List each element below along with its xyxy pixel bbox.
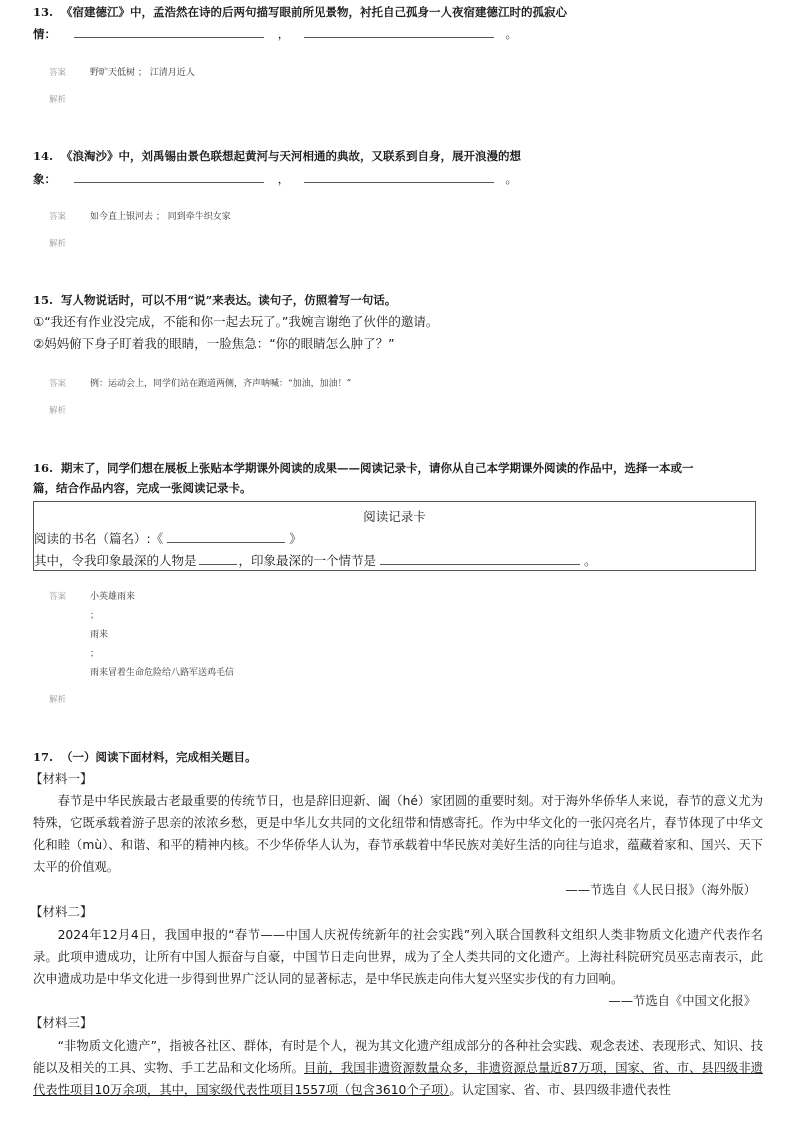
- material-1-title: 【材料一】: [30, 771, 93, 786]
- question-number: 13.: [33, 5, 54, 19]
- question-number: 17.: [33, 750, 54, 764]
- answer-text: 野旷天低树 ； 江清月近人: [90, 68, 195, 78]
- example-sentence-2: ②妈妈俯下身子盯着我的眼睛，一脸焦急：“你的眼睛怎么肿了？”: [33, 336, 395, 351]
- character-blank[interactable]: [199, 554, 237, 565]
- answer-blank-2[interactable]: [304, 172, 494, 183]
- question-number: 16.: [33, 461, 54, 475]
- question-text-continued: 象：: [33, 172, 56, 186]
- material-2-title: 【材料二】: [30, 904, 93, 919]
- analysis-label: 解析: [49, 95, 67, 105]
- plot-blank[interactable]: [380, 554, 580, 565]
- reading-record-card: [33, 501, 756, 571]
- answer-label: 答案: [49, 379, 67, 389]
- question-16: [33, 460, 763, 476]
- answer-blank-1[interactable]: [74, 172, 264, 183]
- analysis-label: 解析: [49, 239, 67, 249]
- book-title-blank[interactable]: [167, 532, 285, 543]
- answer-line-2: ；: [90, 611, 100, 621]
- answer-line-3: 雨来: [90, 630, 109, 640]
- answer-blank-1[interactable]: [74, 27, 264, 38]
- book-title-label: 阅读的书名（篇名）:《: [34, 531, 164, 546]
- material-3-title: 【材料三】: [30, 1015, 93, 1030]
- answer-line-4: ；: [90, 649, 100, 659]
- book-title-close: 》: [289, 531, 302, 546]
- card-row-character: [34, 551, 597, 569]
- comma: ，: [277, 27, 290, 41]
- question-14: [33, 148, 763, 164]
- question-13-blanks: [33, 26, 763, 42]
- question-17: [33, 749, 763, 765]
- analysis-label: 解析: [49, 695, 67, 705]
- question-15: [33, 292, 763, 308]
- card-title: 阅读记录卡: [363, 509, 426, 524]
- comma: ，: [277, 172, 290, 186]
- answer-blank-2[interactable]: [304, 27, 494, 38]
- answer-label: 答案: [49, 212, 67, 222]
- example-sentence-1: ①“我还有作业没完成，不能和你一起去玩了。”我婉言谢绝了伙伴的邀请。: [33, 314, 439, 329]
- question-14-blanks: [33, 171, 763, 187]
- question-text: （一）阅读下面材料，完成相关题目。: [61, 750, 257, 764]
- answer-label: 答案: [49, 68, 67, 78]
- question-text-continued: 情：: [33, 27, 56, 41]
- question-number: 15.: [33, 293, 54, 307]
- material-2-body: 2024年12月4日，我国申报的“春节——中国人庆祝传统新年的社会实践”列入联合国教科文组织人类非物质文化遗产代表作名录。此项申遗成功，让所有中国人振奋与自豪，中国节日走向世界，成为了全人类共同的文化遗产。上海社科院研究员巫志南表示，此次申遗成功是中华文化进一步得到世界广泛认同的显著标志，是中华民族走向伟大复兴坚实步伐的有力回响。: [33, 928, 763, 986]
- question-text: 写人物说话时，可以不用“说”来表达。读句子，仿照着写一句话。: [61, 293, 397, 307]
- question-13: [33, 4, 763, 20]
- character-label: 其中，令我印象最深的人物是: [34, 553, 197, 568]
- period: 。: [584, 553, 597, 568]
- answer-text: 如今直上银河去 ； 同到牵牛织女家: [90, 212, 231, 222]
- question-number: 14.: [33, 149, 54, 163]
- material-3-underlined-text: 目前，我国非遗资源数量众多，非遗资源总量近87万项，国家、省、市、县四级非遗代表性项目10万余项，其中，国家级代表性项目1557项（包含3610个子项）: [33, 1061, 763, 1097]
- plot-label: ，印象最深的一个情节是: [238, 553, 377, 568]
- period: 。: [505, 172, 518, 186]
- card-row-book-title: [34, 529, 302, 547]
- question-16-continued: [33, 480, 763, 496]
- question-text-continued: 篇，结合作品内容，完成一张阅读记录卡。: [33, 481, 252, 495]
- material-3-text: “非物质文化遗产”，指被各社区、群体，有时是个人，视为其文化遗产组成部分的各种社会实践、观念表述、表现形式、知识、技能以及相关的工具、实物、手工艺品和文化场所。: [33, 1039, 763, 1075]
- material-1-body: 春节是中华民族最古老最重要的传统节日，也是辞旧迎新、阖（hé）家团圆的重要时刻。对于海外华侨华人来说，春节的意义尤为特殊，它既承载着游子思亲的浓浓乡愁，更是中华儿女共同的文化纽带和情感寄托。作为中华文化的一张闪亮名片，春节体现了中华文化和睦（mù）、和谐、和平的精神内核。不少华侨华人认为，春节承载着中华民族对美好生活的向往与追求，蕴藏着家和、国兴、天下太平的价值观。: [33, 794, 763, 874]
- answer-label: 答案: [49, 592, 67, 602]
- question-text: 《宿建德江》中，孟浩然在诗的后两句描写眼前所见景物，衬托自己孤身一人夜宿建德江时的孤寂心: [61, 5, 568, 19]
- material-2-source: ——节选自《中国文化报》: [608, 994, 756, 1008]
- question-text: 《浪淘沙》中，刘禹锡由景色联想起黄河与天河相通的典故，又联系到自身，展开浪漫的想: [61, 149, 522, 163]
- answer-line-1: 小英雄雨来: [90, 592, 136, 602]
- analysis-label: 解析: [49, 406, 67, 416]
- period: 。: [505, 27, 518, 41]
- material-1-source: ——节选自《人民日报》（海外版）: [565, 883, 756, 897]
- question-text: 期末了，同学们想在展板上张贴本学期课外阅读的成果——阅读记录卡，请你从自己本学期课外阅读的作品中，选择一本或一: [61, 461, 694, 475]
- answer-text: 例：运动会上，同学们站在跑道两侧，齐声呐喊：“加油，加油！”: [90, 379, 352, 389]
- material-3-text-continued: 。认定国家、省、市、县四级非遗代表性: [449, 1083, 671, 1097]
- answer-line-5: 雨来冒着生命危险给八路军送鸡毛信: [90, 668, 235, 678]
- material-3-body: [33, 1035, 763, 1101]
